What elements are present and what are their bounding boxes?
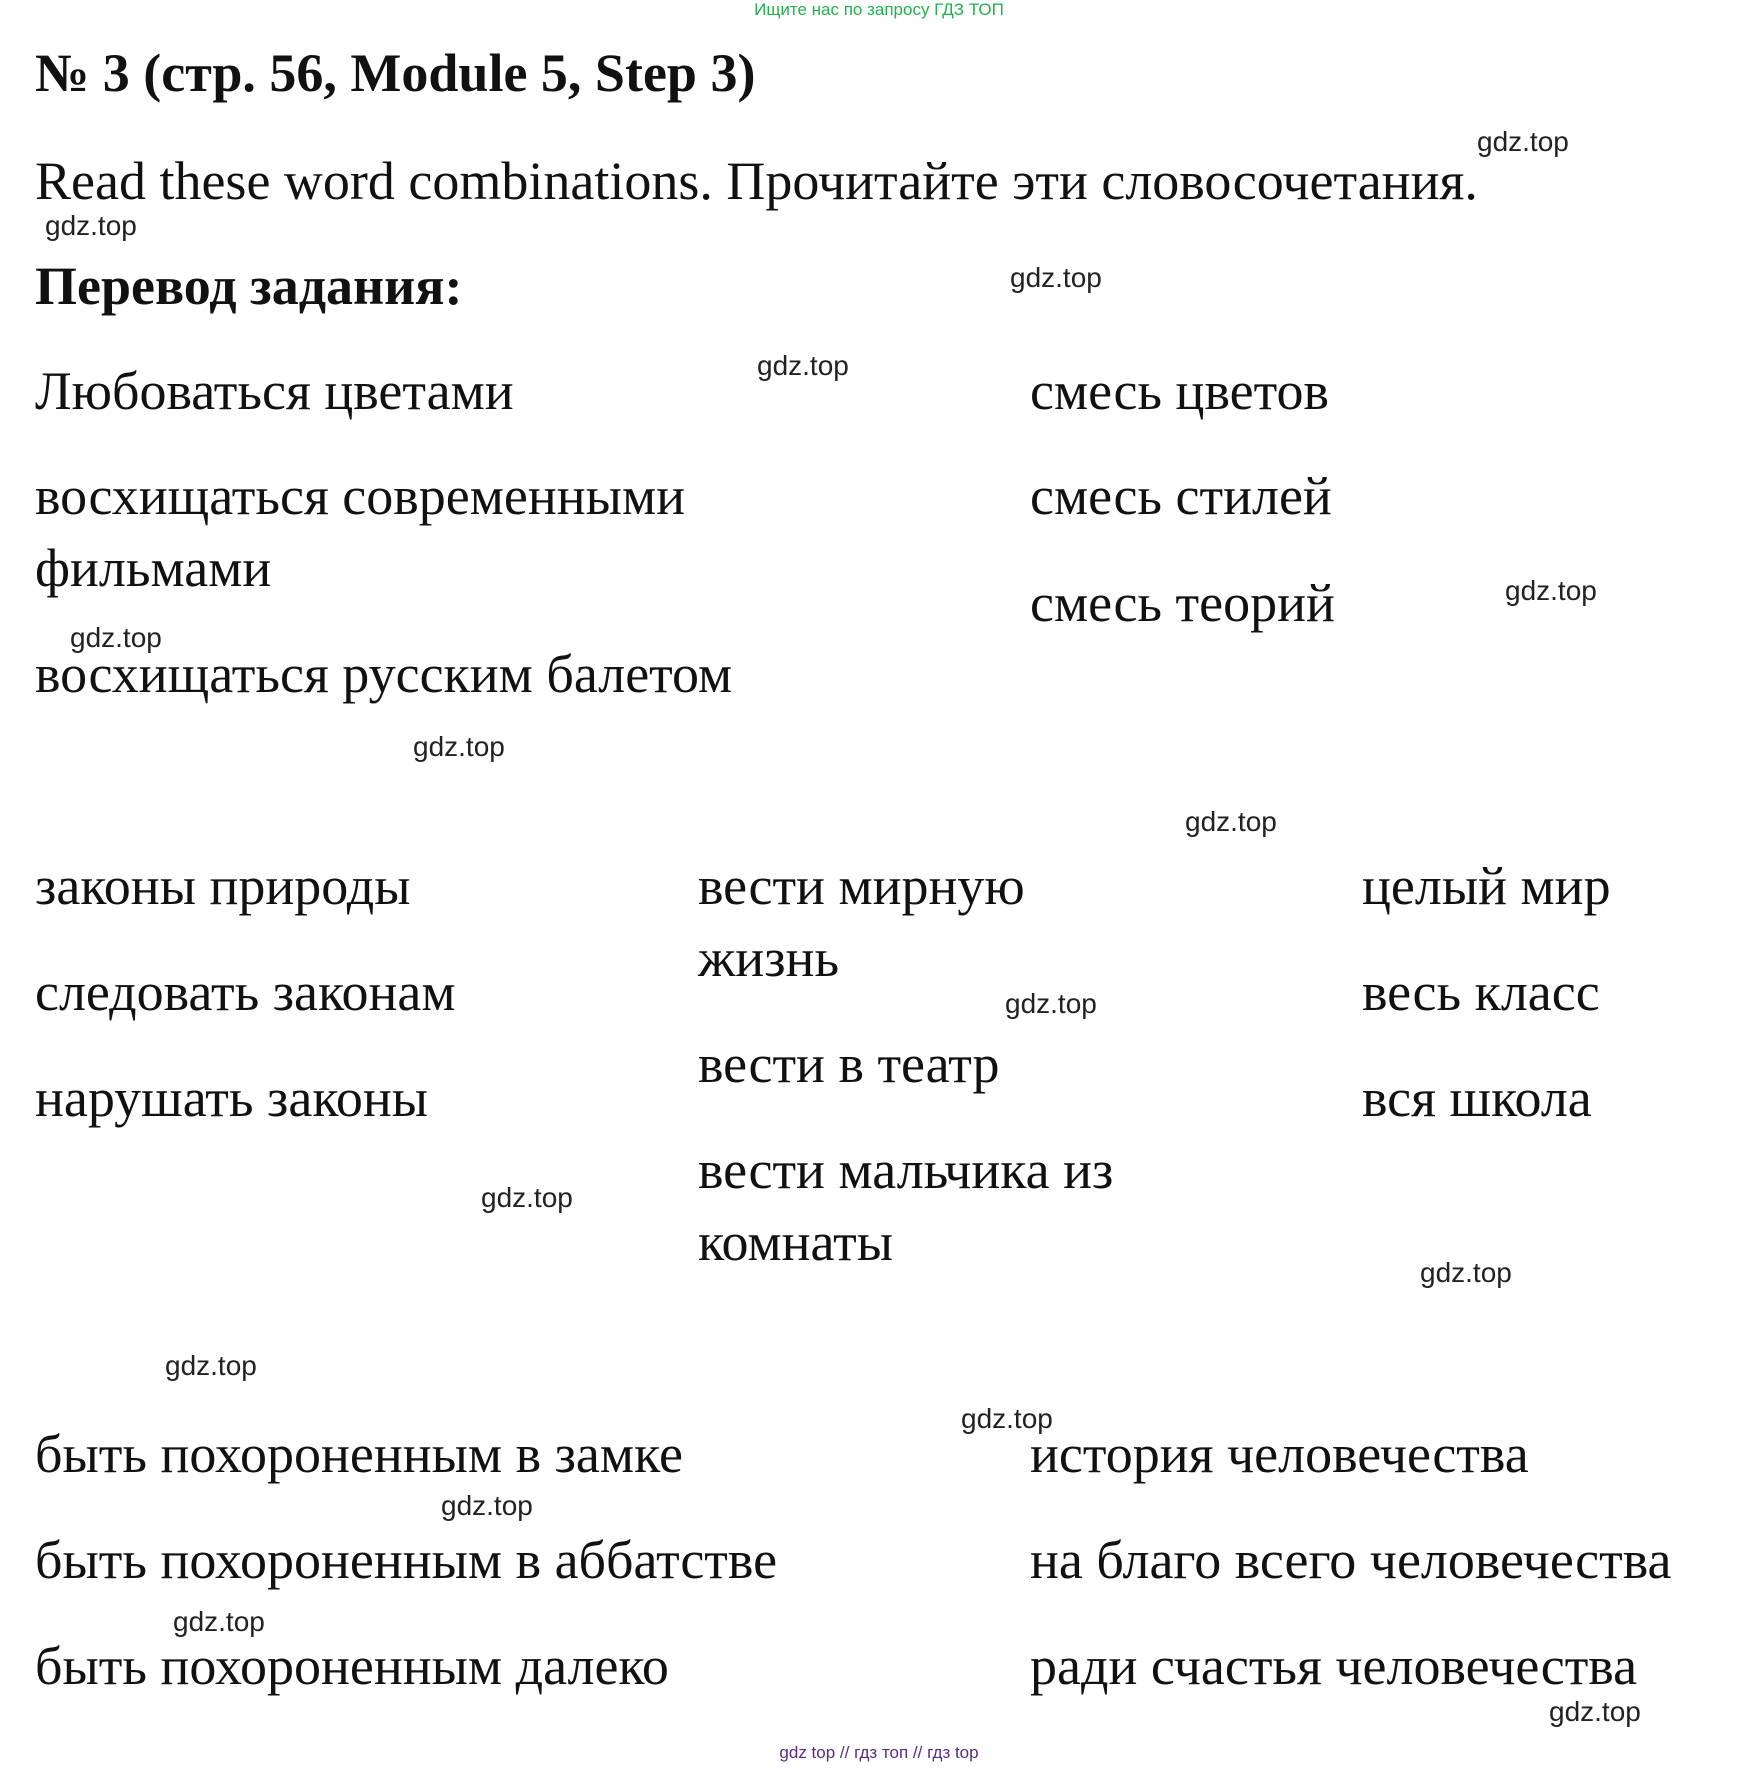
list-item: нарушать законы [35, 1068, 429, 1128]
list-item: смесь теорий [1030, 573, 1335, 633]
list-item: вести мирную жизнь [698, 856, 1025, 988]
list-item: следовать законам [35, 962, 456, 1022]
header-note: Ищите нас по запросу ГДЗ ТОП [754, 0, 1004, 19]
list-item: восхищаться современными фильмами [35, 466, 686, 598]
watermark: gdz.top [165, 1350, 257, 1381]
page-title: № 3 (стр. 56, Module 5, Step 3) [35, 43, 756, 103]
watermark: gdz.top [413, 731, 505, 762]
watermark: gdz.top [481, 1182, 573, 1213]
watermark: gdz.top [173, 1606, 265, 1637]
watermark: gdz.top [1010, 262, 1102, 293]
list-item: Любоваться цветами [35, 361, 514, 421]
list-item: восхищаться русским балетом [35, 644, 733, 704]
list-item: смесь стилей [1030, 466, 1332, 526]
instruction: Read these word combinations. Прочитайте эти словосочетания. [35, 151, 1478, 211]
subtitle: Перевод задания: [35, 256, 463, 316]
list-item: быть похороненным в аббатстве [35, 1530, 778, 1590]
watermark: gdz.top [1185, 806, 1277, 837]
list-item: законы природы [35, 856, 411, 916]
watermark: gdz.top [1549, 1696, 1641, 1727]
watermark: gdz.top [1420, 1257, 1512, 1288]
watermark: gdz.top [441, 1490, 533, 1521]
list-item: весь класс [1362, 962, 1600, 1022]
footer-note: gdz top // гдз топ // гдз top [779, 1743, 979, 1762]
watermark: gdz.top [70, 622, 162, 653]
list-item: на благо всего человечества [1030, 1530, 1672, 1590]
list-item: ради счастья человечества [1030, 1636, 1638, 1696]
list-item: история человечества [1030, 1424, 1529, 1484]
list-item: вести мальчика из комнаты [698, 1140, 1114, 1272]
list-item: быть похороненным далеко [35, 1636, 669, 1696]
list-item: вся школа [1362, 1068, 1592, 1128]
list-item: смесь цветов [1030, 361, 1329, 421]
watermark: gdz.top [1505, 575, 1597, 606]
watermark: gdz.top [45, 210, 137, 241]
watermark: gdz.top [1477, 126, 1569, 157]
list-item: быть похороненным в замке [35, 1424, 683, 1484]
watermark: gdz.top [757, 350, 849, 381]
list-item: вести в театр [698, 1034, 1000, 1094]
watermark: gdz.top [1005, 988, 1097, 1019]
list-item: целый мир [1362, 856, 1611, 916]
watermark: gdz.top [961, 1403, 1053, 1434]
